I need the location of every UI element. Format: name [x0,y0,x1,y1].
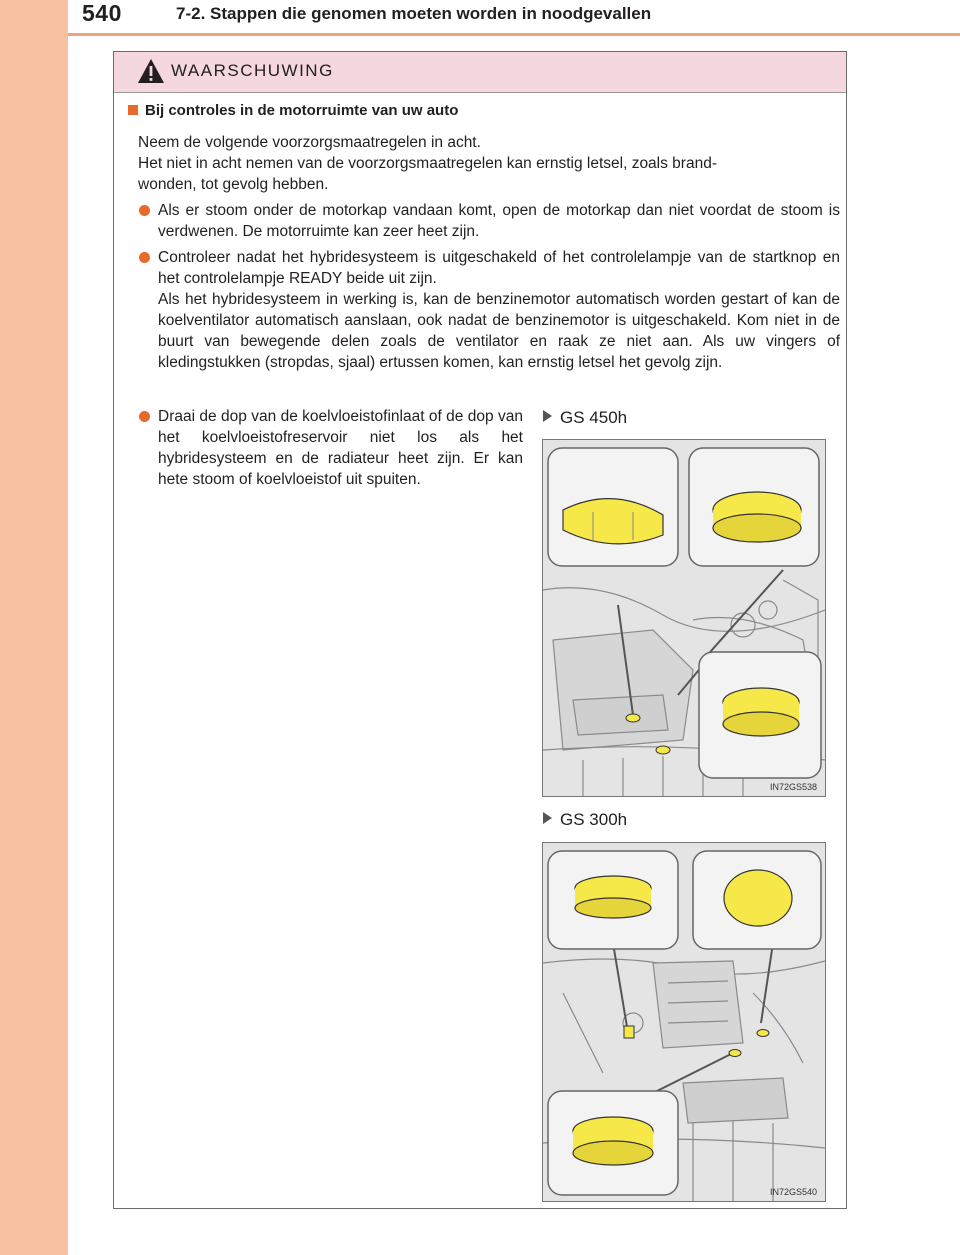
warning-header [114,52,846,93]
running-header: 7-2. Stappen die genomen moeten worden in noodgevallen [176,4,652,23]
intro-paragraph: Neem de volgende voorzorgsmaatregelen in acht. Het niet in acht nemen van de voorzorgsmaatregelen kan ernstig letsel, zoals brand- wonden, tot gevolg hebben. [138,134,717,193]
bullet-dot-icon [139,205,150,216]
engine-figure-gs450h [542,439,826,797]
engine-figure-gs300h [542,842,826,1202]
engine-bay-illustration [543,440,825,796]
caption-arrow-icon [543,812,552,824]
warning-box [113,51,847,1209]
bullet-dot-icon [139,252,150,263]
bullet-steam: Als er stoom onder de motorkap vandaan komt, open de motorkap dan niet voordat de stoom is verdwenen. De motorruimte kan zeer heet zijn. [138,200,840,242]
warning-triangle-icon [137,58,165,84]
square-bullet-icon [128,105,138,115]
figure-caption-gs450h: GS 450h [543,408,627,428]
engine-bay-illustration [543,843,825,1201]
bullet-dot-icon [139,411,150,422]
section-title: Bij controles in de motorruimte van uw auto [128,102,458,119]
caption-arrow-icon [543,410,552,422]
chapter-side-strip [0,0,68,1255]
figure-caption-gs300h: GS 300h [543,810,627,830]
bullet-hybrid-off: Controleer nadat het hybridesysteem is uitgeschakeld of het controlelampje van de startknop en het controlelampje READY beide uit zijn. Als het hybridesysteem in werking is, kan de benzinemotor automatisch worden gestart of kan de koelventilator automatisch aanslaan, ook nadat de benzinemotor is uitgeschakeld. Kom niet in de buurt van bewegende delen zoals de ventilator en raak ze niet aan. Als uw vingers of kledingstukken (stropdas, sjaal) ertussen komen, kan ernstig letsel het gevolg zijn. [138,247,840,373]
bullet-coolant-cap: Draai de dop van de koelvloeistofinlaat of de dop van het koelvloeistofreservoir niet los als het hybridesysteem en de radiateur heet zijn. Er kan hete stoom of koelvloeistof uit spuiten. [138,406,523,490]
warning-title: WAARSCHUWING [171,61,334,80]
figure-code: IN72GS538 [769,782,817,792]
page-number: 540 [82,0,122,26]
figure-code: IN72GS540 [769,1187,817,1197]
header-rule [68,33,960,36]
